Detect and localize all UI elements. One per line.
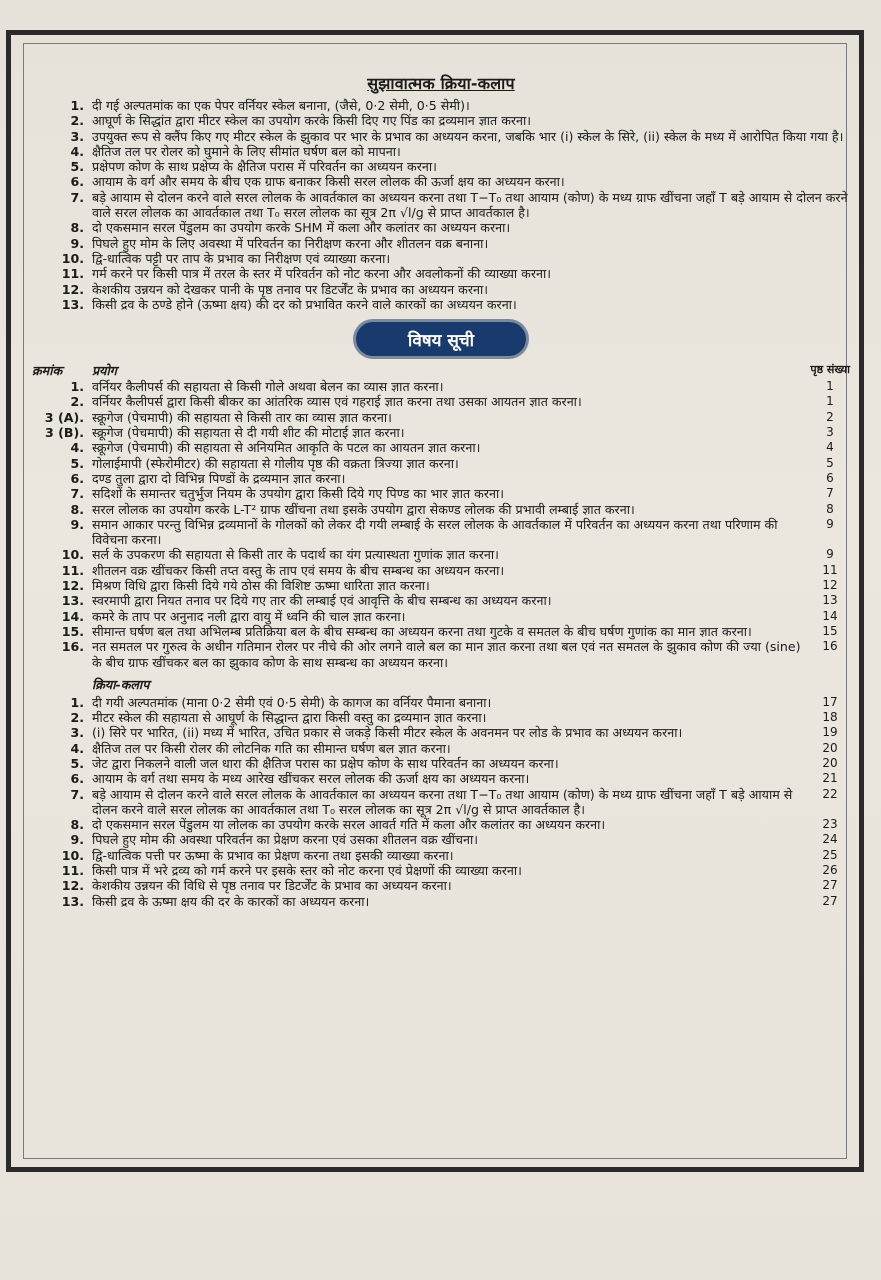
item-number: 6. [70,470,84,486]
item-number: 2. [70,394,84,410]
toc-title: विषय सूची [407,330,475,351]
item-page-number: 27 [822,893,838,908]
item-number: 1. [70,694,84,710]
item-page-number: 3 [826,425,834,440]
item-page-number: 20 [822,755,838,770]
suggested-activities-list [32,98,850,312]
list-item [32,756,850,771]
list-item [32,471,850,486]
item-page-number: 16 [822,639,838,654]
item-number: 13. [61,593,84,609]
list-item [32,174,850,189]
item-text: किसी द्रव के ऊष्मा क्षय की दर के कारकों का अध्ययन करना। [92,893,370,909]
item-number: 4. [70,440,84,456]
item-page-number: 8 [826,501,834,516]
item-page-number: 9 [826,547,834,562]
item-page-number: 18 [822,710,838,725]
list-item [32,236,850,251]
list-item [32,787,850,818]
item-number: 2. [70,710,84,726]
item-number: 1. [70,379,84,395]
list-item [32,547,850,562]
item-number: 10. [61,547,84,563]
item-page-number: 27 [822,878,838,893]
item-text: वर्नियर कैलीपर्स की सहायता से किसी गोले अथवा बेलन का व्यास ज्ञात करना। [92,379,444,395]
item-number: 7. [70,486,84,502]
item-text: शीतलन वक्र खींचकर किसी तप्त वस्तु के ताप एवं समय के बीच सम्बन्ध का अध्ययन करना। [92,562,505,578]
item-number: 3 (B). [44,425,84,441]
item-text: स्क्रूगेज (पेचमापी) की सहायता से दी गयी शीट की मोटाई ज्ञात करना। [92,425,405,441]
toc-banner [356,322,526,356]
list-item [32,848,850,863]
list-item [32,144,850,159]
item-number: 10. [61,847,84,863]
item-number: 14. [61,608,84,624]
item-number: 13. [61,893,84,909]
item-number: 3. [70,725,84,741]
item-text: स्क्रूगेज (पेचमापी) की सहायता से किसी तार का व्यास ज्ञात करना। [92,409,392,425]
item-number: 7. [70,786,84,802]
item-number: 13. [61,296,84,312]
item-number: 4. [70,740,84,756]
item-text: समान आकार परन्तु विभिन्न द्रव्यमानों के गोलकों को लेकर दी गयी लम्बाई के सरल लोलक के आवर्तकाल में परिवर्तन का अध्ययन करना तथा परिणाम की विवेचना करना। [92,516,778,548]
item-number: 5. [70,159,84,175]
list-item [32,894,850,909]
item-page-number: 14 [822,608,838,623]
item-page-number: 26 [822,863,838,878]
item-number: 5. [70,455,84,471]
item-number: 10. [61,250,84,266]
item-number: 15. [61,623,84,639]
list-item [32,159,850,174]
item-text: उपयुक्त रूप से क्लैंप किए गए मीटर स्केल के झुकाव पर भार के प्रभाव का अध्ययन करना, जबकि भार (i) स्केल के सिरे, (ii) स्केल के मध्य में आरोपित किया गया है। [92,128,844,144]
list-item [32,282,850,297]
list-item [32,878,850,893]
item-text: केशकीय उन्नयन को देखकर पानी के पृष्ठ तनाव पर डिटर्जेंट के प्रभाव का अध्ययन करना। [92,281,489,297]
item-text: मीटर स्केल की सहायता से आघूर्ण के सिद्धान्त द्वारा किसी वस्तु का द्रव्यमान ज्ञात करना। [92,710,487,726]
list-item [32,297,850,312]
list-item [32,251,850,266]
item-text: क्षैतिज तल पर रोलर को घुमाने के लिए सीमांत घर्षण बल को मापना। [92,143,401,159]
suggested-activities-title: सुझावात्मक क्रिया-कलाप [367,74,515,93]
page-content [32,72,850,909]
list-item [32,695,850,710]
list-item [32,578,850,593]
list-item [32,113,850,128]
item-number: 12. [61,878,84,894]
item-number: 11. [61,562,84,578]
item-text: सरल लोलक का उपयोग करके L-T² ग्राफ खींचना तथा इसके उपयोग द्वारा सेकण्ड लोलक की प्रभावी लम्बाई ज्ञात करना। [92,501,635,517]
item-page-number: 1 [826,379,834,394]
item-page-number: 11 [822,562,838,577]
list-item [32,517,850,548]
item-text: आयाम के वर्ग तथा समय के मध्य आरेख खींचकर सरल लोलक की ऊर्जा क्षय का अध्ययन करना। [92,771,530,787]
list-item [32,593,850,608]
col-number: क्रमांक [32,363,63,379]
item-text: बड़े आयाम से दोलन करने वाले सरल लोलक के आवर्तकाल का अध्ययन करना तथा T−T₀ तथा आयाम (कोण) के मध्य ग्राफ खींचना जहाँ T बड़े आयाम से दोलन करने वाले सरल लोलक का आवर्तकाल तथा T₀ सरल लोलक का सूत्र 2π √l/g से प्राप्त आवर्तकाल है। [92,786,793,817]
item-page-number: 1 [826,394,834,409]
item-page-number: 22 [822,786,838,801]
item-number: 6. [70,174,84,190]
item-text: गर्म करने पर किसी पात्र में तरल के स्तर में परिवर्तन को नोट करना और अवलोकनों की व्याख्या करना। [92,266,552,282]
item-number: 9. [70,832,84,848]
list-item [32,832,850,847]
list-item [32,98,850,113]
item-number: 12. [61,578,84,594]
item-page-number: 9 [826,516,834,531]
list-item [32,220,850,235]
list-item [32,771,850,786]
item-text: पिघले हुए मोम के लिए अवस्था में परिवर्तन का निरीक्षण करना और शीतलन वक्र बनाना। [92,235,489,251]
experiments-list [32,379,850,670]
item-text: प्रक्षेपण कोण के साथ प्रक्षेप्य के क्षैतिज परास में परिवर्तन का अध्ययन करना। [92,159,437,175]
item-text: द्वि-धात्विक पत्ती पर ऊष्मा के प्रभाव का प्रेक्षण करना तथा इसकी व्याख्या करना। [92,847,454,863]
list-item [32,394,850,409]
list-item [32,725,850,740]
list-item [32,129,850,144]
list-item [32,266,850,281]
item-page-number: 21 [822,771,838,786]
item-number: 1. [70,98,84,113]
item-text: कमरे के ताप पर अनुनाद नली द्वारा वायु में ध्वनि की चाल ज्ञात करना। [92,608,406,624]
list-item [32,817,850,832]
item-number: 8. [70,220,84,236]
item-text: दो एकसमान सरल पेंडुलम या लोलक का उपयोग करके सरल आवर्त गति में कला और कलांतर का अध्ययन करना। [92,817,606,833]
list-item [32,639,850,670]
list-item [32,563,850,578]
item-page-number: 20 [822,740,838,755]
item-text: आघूर्ण के सिद्धांत द्वारा मीटर स्केल का उपयोग करके किसी दिए गए पिंड का द्रव्यमान ज्ञात करना। [92,113,532,129]
item-text: वर्नियर कैलीपर्स द्वारा किसी बीकर का आंतरिक व्यास एवं गहराई ज्ञात करना तथा उसका आयतन ज्ञात करना। [92,394,582,410]
col-experiment: प्रयोग [92,363,117,379]
item-number: 16. [61,639,84,655]
item-page-number: 19 [822,725,838,740]
item-text: गोलाईमापी (स्फेरोमीटर) की सहायता से गोलीय पृष्ठ की वक्रता त्रिज्या ज्ञात करना। [92,455,459,471]
item-page-number: 13 [822,593,838,608]
item-number: 7. [70,189,84,205]
item-text: दी गई अल्पतमांक का एक पेपर वर्नियर स्केल बनाना, (जैसे, 0·2 सेमी, 0·5 सेमी)। [92,98,470,113]
item-text: जेट द्वारा निकलने वाली जल धारा की क्षैतिज परास का प्रक्षेप कोण के साथ परिवर्तन का अध्ययन करना। [92,755,559,771]
item-number: 8. [70,501,84,517]
item-text: स्क्रूगेज (पेचमापी) की सहायता से अनियमित आकृति के पटल का आयतन ज्ञात करना। [92,440,481,456]
col-page: पृष्ठ संख्या [810,363,850,377]
item-number: 12. [61,281,84,297]
item-text: सदिशों के समान्तर चतुर्भुज नियम के उपयोग द्वारा किसी दिये गए पिण्ड का भार ज्ञात करना। [92,486,504,502]
list-item [32,410,850,425]
item-page-number: 15 [822,623,838,638]
item-number: 9. [70,516,84,532]
item-text: नत समतल पर गुरुत्व के अधीन गतिमान रोलर पर नीचे की ओर लगने वाले बल का मान ज्ञात करना तथा बल एवं नत समतल के झुकाव कोण की ज्या (sine) के बीच ग्राफ खींचकर बल का झुकाव कोण के साथ सम्बन्ध का अध्ययन करना। [92,639,801,670]
item-number: 5. [70,755,84,771]
item-text: बड़े आयाम से दोलन करने वाले सरल लोलक के आवर्तकाल का अध्ययन करना तथा T−T₀ तथा आयाम (कोण) के मध्य ग्राफ खींचना जहाँ T बड़े आयाम से दोलन करने वाले सरल लोलक का आवर्तकाल तथा T₀ सरल लोलक का सूत्र 2π √l/g से प्राप्त आवर्तकाल है। [92,189,848,221]
item-page-number: 2 [826,409,834,424]
item-page-number: 7 [826,486,834,501]
item-number: 4. [70,143,84,159]
list-item [32,190,850,221]
item-page-number: 24 [822,832,838,847]
list-item [32,741,850,756]
list-item [32,440,850,455]
item-page-number: 6 [826,470,834,485]
item-number: 3 (A). [44,409,84,425]
item-text: दी गयी अल्पतमांक (माना 0·2 सेमी एवं 0·5 सेमी) के कागज का वर्नियर पैमाना बनाना। [92,694,492,710]
item-page-number: 12 [822,578,838,593]
item-number: 2. [70,113,84,129]
item-text: किसी द्रव के ठण्डे होने (ऊष्मा क्षय) की दर को प्रभावित करने वाले कारकों का अध्ययन करना। [92,296,517,312]
item-text: आयाम के वर्ग और समय के बीच एक ग्राफ बनाकर किसी सरल लोलक की ऊर्जा क्षय का अध्ययन करना। [92,174,565,190]
item-page-number: 17 [822,694,838,709]
item-text: (i) सिरे पर भारित, (ii) मध्य में भारित, उचित प्रकार से जकड़े किसी मीटर स्केल के अवनमन पर लोड के प्रभाव का अध्ययन करना। [92,725,683,741]
list-item [32,624,850,639]
list-item [32,863,850,878]
list-item [32,609,850,624]
item-page-number: 23 [822,817,838,832]
item-number: 8. [70,817,84,833]
item-page-number: 4 [826,440,834,455]
list-item [32,710,850,725]
item-text: दो एकसमान सरल पेंडुलम का उपयोग करके SHM में कला और कलांतर का अध्ययन करना। [92,220,511,236]
item-text: क्षैतिज तल पर किसी रोलर की लोटनिक गति का सीमान्त घर्षण बल ज्ञात करना। [92,740,451,756]
item-number: 6. [70,771,84,787]
item-page-number: 5 [826,455,834,470]
item-text: केशकीय उन्नयन की विधि से पृष्ठ तनाव पर डिटर्जेंट के प्रभाव का अध्ययन करना। [92,878,452,894]
list-item [32,502,850,517]
list-item [32,486,850,501]
activities-list [32,695,850,909]
item-page-number: 25 [822,847,838,862]
item-text: सर्ल के उपकरण की सहायता से किसी तार के पदार्थ का यंग प्रत्यास्थता गुणांक ज्ञात करना। [92,547,499,563]
list-item [32,425,850,440]
activities-subtitle: क्रिया-कलाप [92,676,150,692]
item-text: मिश्रण विधि द्वारा किसी दिये गये ठोस की विशिष्ट ऊष्मा धारिता ज्ञात करना। [92,578,430,594]
item-text: द्वि-धात्विक पट्टी पर ताप के प्रभाव का निरीक्षण एवं व्याख्या करना। [92,250,391,266]
item-text: किसी पात्र में भरे द्रव्य को गर्म करने पर इसके स्तर को नोट करना एवं प्रेक्षणों की व्याख्या करना। [92,863,522,879]
item-number: 9. [70,235,84,251]
item-number: 3. [70,128,84,144]
item-text: दण्ड तुला द्वारा दो विभिन्न पिण्डों के द्रव्यमान ज्ञात करना। [92,470,346,486]
item-number: 11. [61,266,84,282]
toc-header [32,362,850,379]
list-item [32,379,850,394]
item-text: सीमान्त घर्षण बल तथा अभिलम्ब प्रतिक्रिया बल के बीच सम्बन्ध का अध्ययन करना तथा गुटके व समतल के बीच घर्षण गुणांक का मान ज्ञात करना। [92,623,752,639]
item-text: स्वरमापी द्वारा नियत तनाव पर दिये गए तार की लम्बाई एवं आवृत्ति के बीच सम्बन्ध का अध्ययन करना। [92,593,552,609]
item-text: पिघले हुए मोम की अवस्था परिवर्तन का प्रेक्षण करना एवं उसका शीतलन वक्र खींचना। [92,832,479,848]
list-item [32,456,850,471]
item-number: 11. [61,863,84,879]
